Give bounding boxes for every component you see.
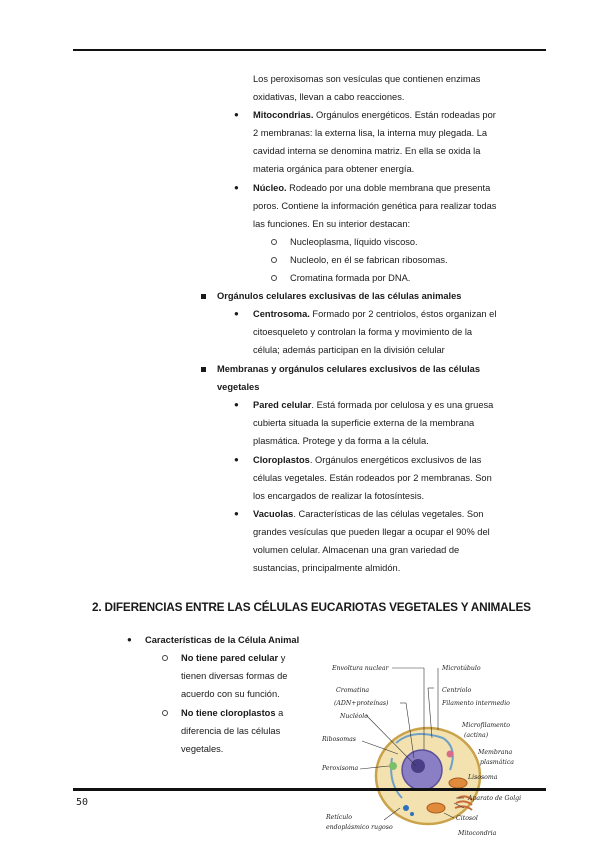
label-reticulo-2: endoplásmico rugoso: [326, 824, 393, 831]
cloroplastos-line-1: Cloroplastos. Orgánulos energéticos exclusivos de las: [253, 455, 482, 465]
sub-bullet-1: [271, 239, 277, 245]
nucleo-line-3: las funciones. En su interior destacan:: [253, 219, 411, 229]
bullet-mitocondrias: ●: [234, 110, 239, 119]
peroxisome-shape: [389, 762, 397, 770]
footer-rule: [73, 788, 546, 791]
mitocondrias-term: Mitocondrias.: [253, 110, 314, 120]
label-golgi: Aparato de Golgi: [468, 795, 522, 802]
label-envoltura: Envoltura nuclear: [332, 665, 389, 672]
cloroplastos-line-3: los encargados de realizar la fotosíntesis.: [253, 491, 425, 501]
animal-item2-line-3: vegetales.: [181, 744, 224, 754]
label-lisosoma: Lisosoma: [468, 774, 498, 781]
cloroplastos-term: Cloroplastos: [253, 455, 310, 465]
animal-cell-svg: [318, 658, 548, 848]
vacuolas-line-4: sustancias, principalmente almidón.: [253, 563, 401, 573]
label-citosol: Citosol: [456, 815, 478, 822]
vacuolas-line-1: Vacuolas. Características de las células vegetales. Son: [253, 509, 484, 519]
cloroplastos-line-2: células vegetales. Están rodeados por 2 membranas. Son: [253, 473, 492, 483]
nucleo-line-1: Núcleo. Rodeado por una doble membrana que presenta: [253, 183, 491, 193]
animal-item2-line-1: No tiene cloroplastos a: [181, 708, 284, 718]
vesicle-shape-2: [410, 812, 414, 816]
centrosoma-line-1: Centrosoma. Formado por 2 centriolos, éstos organizan el: [253, 309, 497, 319]
nucleolus-shape: [411, 759, 425, 773]
mitochondria-shape-2: [427, 803, 445, 813]
bullet-vacuolas: ●: [234, 509, 239, 518]
section-2-heading: 2. DIFERENCIAS ENTRE LAS CÉLULAS EUCARIOTAS VEGETALES Y ANIMALES: [92, 600, 531, 614]
mitocondrias-line-4: materia orgánica para obtener energía.: [253, 164, 415, 174]
square-bullet-animales: [201, 294, 206, 299]
label-peroxisoma: Peroxisoma: [322, 765, 359, 772]
pared-term: Pared celular: [253, 400, 312, 410]
centrosoma-term: Centrosoma.: [253, 309, 310, 319]
bullet-centrosoma: ●: [234, 309, 239, 318]
mitocondrias-line-2: 2 membranas: la externa lisa, la interna muy plegada. La: [253, 128, 488, 138]
label-membrana: Membrana: [478, 749, 513, 756]
lysosome-shape: [447, 751, 454, 758]
celula-animal-title: Características de la Célula Animal: [145, 635, 300, 645]
vegetales-heading-line-1: Membranas y orgánulos celulares exclusivos de las células: [217, 364, 481, 374]
vegetales-heading-line-2: vegetales: [217, 382, 260, 392]
pared-line-2: cubierta situada la superficie externa de la membrana: [253, 418, 475, 428]
label-nucleolo: Nucléolo: [340, 713, 368, 720]
sub-bullet-3: [271, 275, 277, 281]
centrosoma-line-2: citoesqueleto y controlan la forma y movimiento de la: [253, 327, 473, 337]
peroxisome-line-1: Los peroxisomas son vesículas que contienen enzimas: [253, 74, 481, 84]
nucleo-sub-3: Cromatina formada por DNA.: [290, 273, 411, 283]
animal-item1-line-2: tienen diversas formas de: [181, 671, 288, 681]
label-centriolo: Centriolo: [442, 687, 472, 694]
label-microtubulo: Microtúbulo: [442, 665, 481, 672]
nucleo-sub-2: Nucleolo, en él se fabrican ribosomas.: [290, 255, 448, 265]
label-actina: (actina): [464, 732, 489, 739]
label-ribosomas: Ribosomas: [322, 736, 356, 743]
sub-bullet-2: [271, 257, 277, 263]
animal-cell-diagram: [318, 658, 548, 848]
vacuolas-term: Vacuolas: [253, 509, 294, 519]
centrosoma-line-3: célula; además participan en la división celular: [253, 345, 445, 355]
animal-item1-line-3: acuerdo con su función.: [181, 689, 280, 699]
label-plasmatica: plasmática: [480, 759, 514, 766]
peroxisome-line-2: oxidativas, llevan a cabo reacciones.: [253, 92, 405, 102]
animal-item2-line-2: diferencia de las células: [181, 726, 281, 736]
animal-sub-bullet-1: [162, 655, 168, 661]
bullet-nucleo: ●: [234, 183, 239, 192]
mitocondrias-line-1: Mitocondrias. Orgánulos energéticos. Están rodeadas por: [253, 110, 496, 120]
square-bullet-vegetales: [201, 367, 206, 372]
label-cromatina: Cromatina: [336, 687, 370, 694]
mitochondria-shape: [449, 778, 467, 788]
pared-line-3: plasmática. Protege y da forma a la célula.: [253, 436, 429, 446]
label-reticulo: Retículo: [326, 814, 352, 821]
bullet-pared: ●: [234, 400, 239, 409]
animal-item1-line-1: No tiene pared celular y: [181, 653, 286, 663]
label-adn: (ADN+proteínas): [334, 700, 389, 707]
header-rule: [73, 49, 546, 51]
animales-heading: Orgánulos celulares exclusivas de las células animales: [217, 291, 462, 301]
vesicle-shape: [403, 805, 409, 811]
bullet-celula-animal: ●: [127, 635, 132, 644]
page-number: 50: [76, 797, 89, 808]
nucleo-line-2: poros. Contiene la información genética para realizar todas: [253, 201, 497, 211]
label-microfilamento: Microfilamento: [462, 722, 510, 729]
vacuolas-line-3: volumen celular. Almacenan una gran variedad de: [253, 545, 460, 555]
label-filamento: Filamento intermedio: [442, 700, 510, 707]
bullet-cloroplastos: ●: [234, 455, 239, 464]
mitocondrias-line-3: cavidad interna se denomina matriz. En ella se oxida la: [253, 146, 481, 156]
vacuolas-line-2: grandes vesículas que pueden llegar a ocupar el 90% del: [253, 527, 490, 537]
pared-line-1: Pared celular. Está formada por celulosa y es una gruesa: [253, 400, 494, 410]
nucleo-sub-1: Nucleoplasma, líquido viscoso.: [290, 237, 418, 247]
animal-sub-bullet-2: [162, 710, 168, 716]
label-mitocondria: Mitocondria: [458, 830, 497, 837]
nucleo-term: Núcleo.: [253, 183, 287, 193]
